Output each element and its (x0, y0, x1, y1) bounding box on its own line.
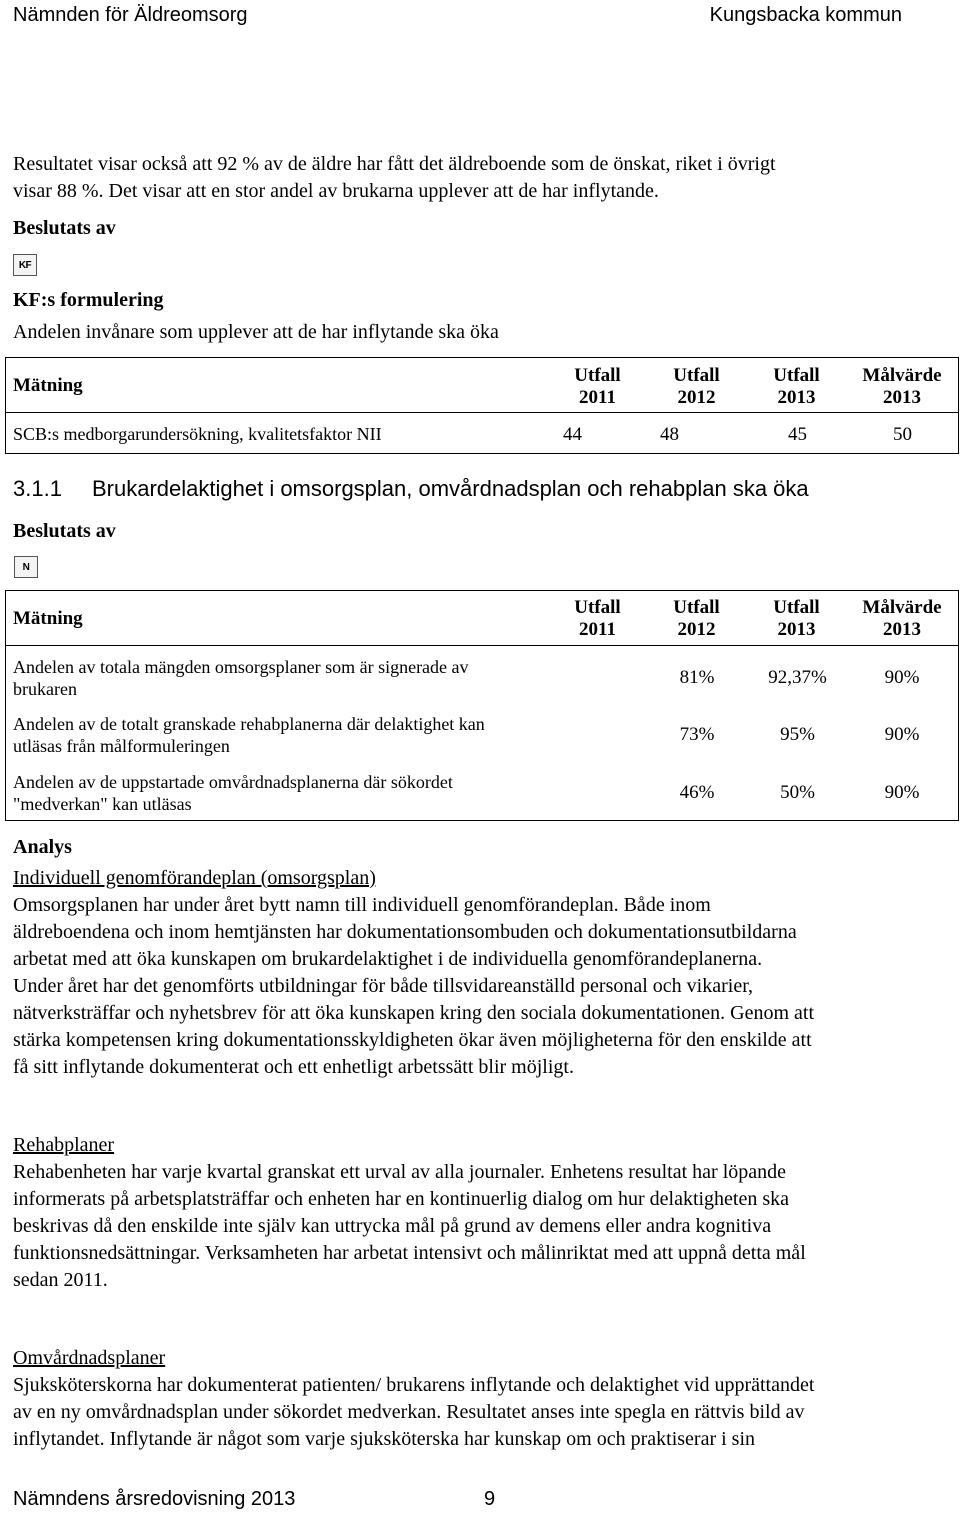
decided-by-label-2: Beslutats av (13, 520, 116, 542)
table-2-col-target-2013: Målvärde 2013 (862, 597, 942, 640)
table-2-row-3-label: Andelen av de uppstartade omvårdnadsplanerna där sökordet "medverkan" kan utläsas (13, 772, 453, 814)
page-number: 9 (484, 1488, 496, 1510)
table-2-row-1-2013: 92,37% (768, 667, 827, 688)
table-2-measure-header: Mätning (13, 608, 83, 629)
table-2-row-3-2012: 46% (679, 782, 715, 803)
page-footer (13, 1488, 295, 1511)
table-2-row-1-2012: 81% (679, 667, 715, 688)
analysis-heading: Analys (13, 836, 72, 858)
analysis-sub1-body: Omsorgsplanen har under året bytt namn till individuell genomförandeplan. Både inom äldreboendena och inom hemtjänsten har dokumentationsombuden och dokumentationsutbildarna arbetat med att öka kunskapen om brukardelaktighet i de individuella genomförandeplanerna. Under året har det genomförts utbildningar för både tillsvidareanställd personal och vikarier, nätverksträffar och nyhetsbrev för att öka kunskapen kring den sociala dokumentationen. Genom att stärka kompetensen kring dokumentationsskyldigheten ökar även möjligheterna för den enskilde att få sitt inflytande dokumenterat och ett enhetligt arbetssätt blir möjligt. (13, 894, 815, 1078)
section-number: 3.1.1 (13, 476, 62, 501)
table-2-col-2013: Utfall 2013 (773, 597, 820, 640)
analysis-sub2-title: Rehabplaner (13, 1134, 115, 1156)
footer-title: Nämndens årsredovisning 2013 (13, 1488, 296, 1510)
kf-badge-icon: KF (13, 254, 37, 276)
decided-by-label: Beslutats av (13, 217, 116, 239)
table-1-measure-header: Mätning (13, 375, 83, 396)
table-2-row-2-target: 90% (884, 724, 920, 745)
analysis-sub3-title: Omvårdnadsplaner (13, 1347, 166, 1369)
table-2-divider (5, 645, 959, 646)
table-2-col-2011: Utfall 2011 (574, 597, 621, 640)
table-2-row-3-2013: 50% (780, 782, 815, 803)
table-2-row-3-target: 90% (884, 782, 920, 803)
table-1-divider (5, 412, 959, 413)
analysis-sub2-body: Rehabenheten har varje kvartal granskat ett urval av alla journaler. Enhetens resultat har löpande informerats på arbetsplatsträffar och enheten har en kontinuerlig dialog om hur delaktigheten ska beskrivas då den enskilde inte själv kan uttrycka mål på grund av demens eller andra kognitiva funktionsnedsättningar. Verksamheten har arbetat intensivt och målinriktat med att uppnå detta mål sedan 2011. (13, 1161, 806, 1291)
table-2-col-2012: Utfall 2012 (673, 597, 720, 640)
table-2-row-1-label: Andelen av totala mängden omsorgsplaner som är signerade av brukaren (13, 657, 469, 699)
table-2-row-1-target: 90% (884, 667, 920, 688)
table-2-row-2-2013: 95% (780, 724, 815, 745)
page-header (13, 4, 902, 30)
intro-line-2: visar 88 %. Det visar att en stor andel av brukarna upplever att de har inflytande. (13, 180, 659, 202)
kf-text: Andelen invånare som upplever att de har inflytande ska öka (13, 321, 499, 343)
intro-line-1: Resultatet visar också att 92 % av de äldre har fått det äldreboende som de önskat, riket i övrigt (13, 153, 776, 175)
table-1-value-target: 50 (893, 424, 912, 445)
header-municipality: Kungsbacka kommun (709, 4, 902, 26)
header-organization: Nämnden för Äldreomsorg (13, 4, 248, 26)
analysis-sub3-body: Sjuksköterskorna har dokumenterat patienten/ brukarens inflytande och delaktighet vid upprättandet av en ny omvårdnadsplan under sökordet medverkan. Resultatet anses inte spegla en rättvis bild av inflytandet. Inflytande är något som varje sjuksköterska har kunskap om och praktiserar i sin (13, 1374, 815, 1450)
section-title: Brukardelaktighet i omsorgsplan, omvårdnadsplan och rehabplan ska öka (92, 476, 809, 501)
table-1-col-2012: Utfall 2012 (673, 365, 720, 408)
table-2-row-2-2012: 73% (679, 724, 715, 745)
table-1-col-2013: Utfall 2013 (773, 365, 820, 408)
table-1-value-2012: 48 (660, 424, 679, 445)
kf-heading: KF:s formulering (13, 289, 164, 311)
analysis-sub1-title: Individuell genomförandeplan (omsorgsplan) (13, 867, 376, 889)
table-2-row-2-label: Andelen av de totalt granskade rehabplanerna där delaktighet kan utläsas från målformuleringen (13, 714, 485, 756)
table-1-col-target-2013: Målvärde 2013 (862, 365, 942, 408)
table-1-value-2013: 45 (788, 424, 807, 445)
n-badge-icon: N (14, 556, 38, 578)
table-1-row-label: SCB:s medborgarundersökning, kvalitetsfaktor NII (13, 424, 382, 444)
table-1-col-2011: Utfall 2011 (574, 365, 621, 408)
table-1-value-2011: 44 (563, 424, 582, 445)
